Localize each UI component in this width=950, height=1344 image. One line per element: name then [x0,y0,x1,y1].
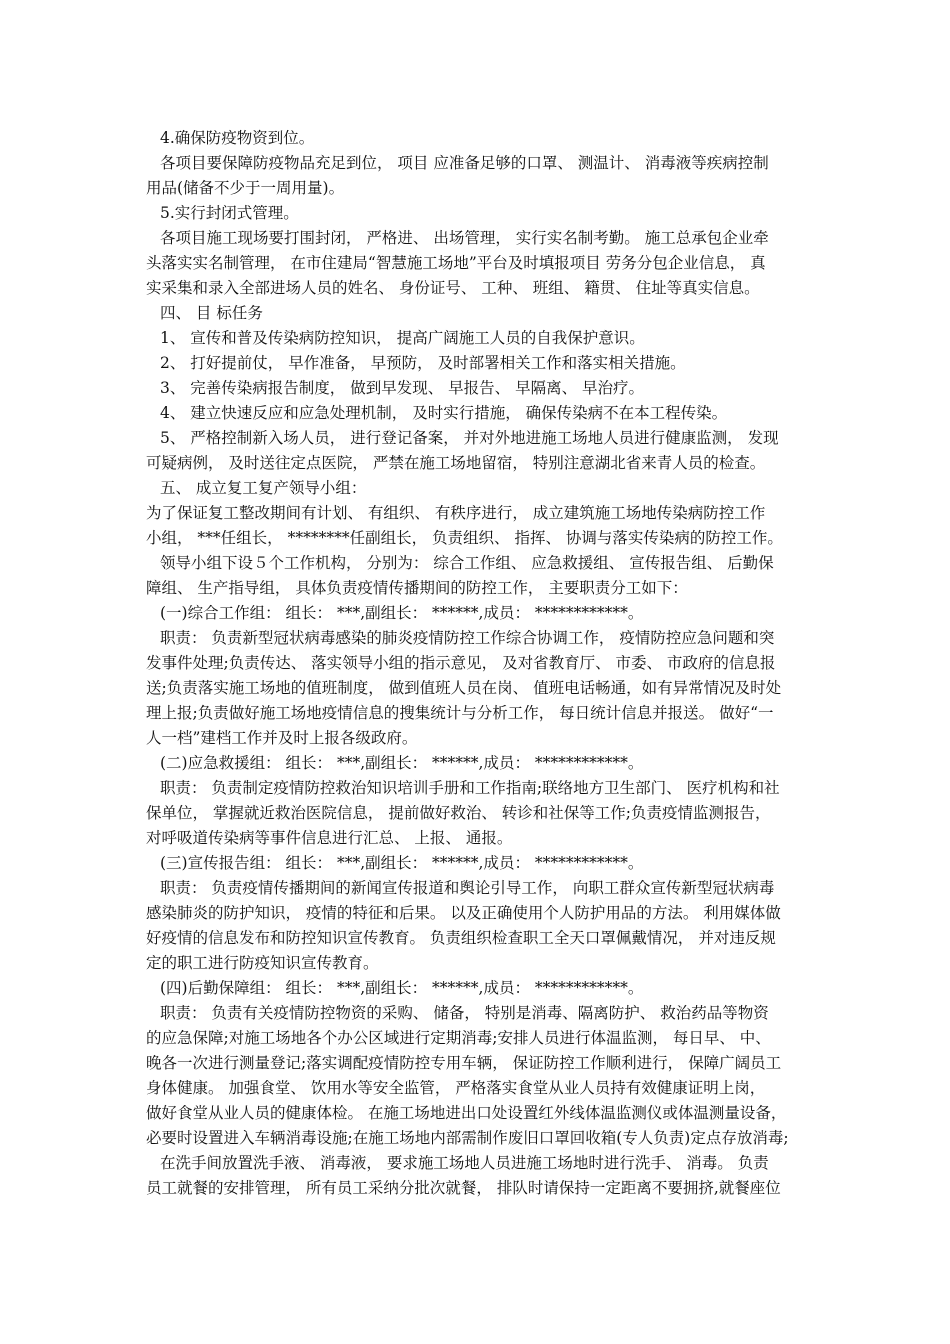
text-line: 用品(储备不少于一周用量)。 [146,179,345,197]
text-line: 职责： 负责制定疫情防控救治知识培训手册和工作指南;联络地方卫生部门、 医疗机构和社 [160,779,780,797]
text-line: 的应急保障;对施工场地各个办公区域进行定期消毒;安排人员进行体温监测， 每日早、 中、 [146,1029,771,1047]
text-line: 可疑病例， 及时送往定点医院， 严禁在施工场地留宿， 特别注意湖北省来青人员的检查。 [146,454,766,472]
section-heading: 四、 目 标任务 [160,304,263,322]
text-line: 理上报;负责做好施工场地疫情信息的搜集统计与分析工作， 每日统计信息并报送。 做好“一 [146,704,774,722]
group-heading: (二)应急救援组： 组长： ***,副组长： ******,成员： ************。 [160,754,644,772]
text-line: 发事件处理;负责传达、 落实领导小组的指示意见， 及对省教育厅、 市委、 市政府的信息报 [146,654,776,672]
text-line: 小组， ***任组长， ********任副组长， 负责组织、 指挥、 协调与落实传染病的防控工作。 [146,529,783,547]
text-line: 各项目要保障防疫物品充足到位， 项目 应准备足够的口罩、 测温计、 消毒液等疾病控制 [160,154,769,172]
text-line: 好疫情的信息发布和防控知识宣传教育。 负责组织检查职工全天口罩佩戴情况， 并对违反规 [146,929,776,947]
text-line: 领导小组下设５个工作机构， 分别为： 综合工作组、 应急救援组、 宣传报告组、 后勤保 [160,554,774,572]
text-line: 在洗手间放置洗手液、 消毒液， 要求施工场地人员进施工场地时进行洗手、 消毒。 负责 [160,1154,769,1172]
section-heading: 五、 成立复工复产领导小组： [160,479,367,497]
text-line: 1、 宣传和普及传染病防控知识， 提高广阔施工人员的自我保护意识。 [160,329,645,347]
text-line: 晚各一次进行测量登记;落实调配疫情防控专用车辆， 保证防控工作顺利进行， 保障广阔员工 [146,1054,782,1072]
text-line: 实采集和录入全部进场人员的姓名、 身份证号、 工种、 班组、 籍贯、 住址等真实信息。 [146,279,760,297]
text-line: 身体健康。 加强食堂、 饮用水等安全监管， 严格落实食堂从业人员持有效健康证明上岗， [146,1079,766,1097]
text-line: 必要时设置进入车辆消毒设施;在施工场地内部需制作废旧口罩回收箱(专人负责)定点存放消毒; [146,1129,789,1147]
text-line: 头落实实名制管理， 在市住建局“智慧施工场地”平台及时填报项目 劳务分包企业信息， 真 [146,254,766,272]
text-line: 定的职工进行防疫知识宣传教育。 [146,954,379,972]
text-line: 感染肺炎的防护知识， 疫情的特征和后果。 以及正确使用个人防护用品的方法。 利用媒体做 [146,904,781,922]
text-line: 障组、 生产指导组， 具体负责疫情传播期间的防控工作， 主要职责分工如下： [146,579,688,597]
text-line: 职责： 负责新型冠状病毒感染的肺炎疫情防控工作综合协调工作， 疫情防控应急问题和突 [160,629,775,647]
text-line: 职责： 负责有关疫情防控物资的采购、 储备， 特别是消毒、隔离防护、 救治药品等物资 [160,1004,769,1022]
text-line: 人一档”建档工作并及时上报各级政府。 [146,729,418,747]
text-line: 4.确保防疫物资到位。 [160,129,315,147]
text-line: 各项目施工现场要打围封闭， 严格进、 出场管理， 实行实名制考勤。 施工总承包企业牵 [160,229,769,247]
group-heading: (三)宣传报告组： 组长： ***,副组长： ******,成员： ************。 [160,854,644,872]
text-line: 4、 建立快速反应和应急处理机制， 及时实行措施， 确保传染病不在本工程传染。 [160,404,728,422]
text-line: 5.实行封闭式管理。 [160,204,299,222]
text-line: 送;负责落实施工场地的值班制度， 做到值班人员在岗、 值班电话畅通，如有异常情况及时处 [146,679,782,697]
group-heading: (一)综合工作组： 组长： ***,副组长： ******,成员： ************。 [160,604,644,622]
text-line: 2、 打好提前仗， 早作准备， 早预防， 及时部署相关工作和落实相关措施。 [160,354,686,372]
text-line: 做好食堂从业人员的健康体检。 在施工场地进出口处设置红外线体温监测仪或体温测量设备， [146,1104,787,1122]
text-line: 员工就餐的安排管理， 所有员工采纳分批次就餐， 排队时请保持一定距离不要拥挤,就餐座位 [146,1179,781,1197]
group-heading: (四)后勤保障组： 组长： ***,副组长： ******,成员： ************。 [160,979,644,997]
text-line: 对呼吸道传染病等事件信息进行汇总、 上报、 通报。 [146,829,513,847]
text-line: 保单位， 掌握就近救治医院信息， 提前做好救治、 转诊和社保等工作;负责疫情监测报告， [146,804,771,822]
text-line: 3、 完善传染病报告制度， 做到早发现、 早报告、 早隔离、 早治疗。 [160,379,644,397]
text-line: 为了保证复工整改期间有计划、 有组织、 有秩序进行， 成立建筑施工场地传染病防控工作 [146,504,766,522]
text-line: 5、 严格控制新入场人员， 进行登记备案， 并对外地进施工场地人员进行健康监测， 发现 [160,429,779,447]
text-line: 职责： 负责疫情传播期间的新闻宣传报道和舆论引导工作， 向职工群众宣传新型冠状病毒 [160,879,775,897]
